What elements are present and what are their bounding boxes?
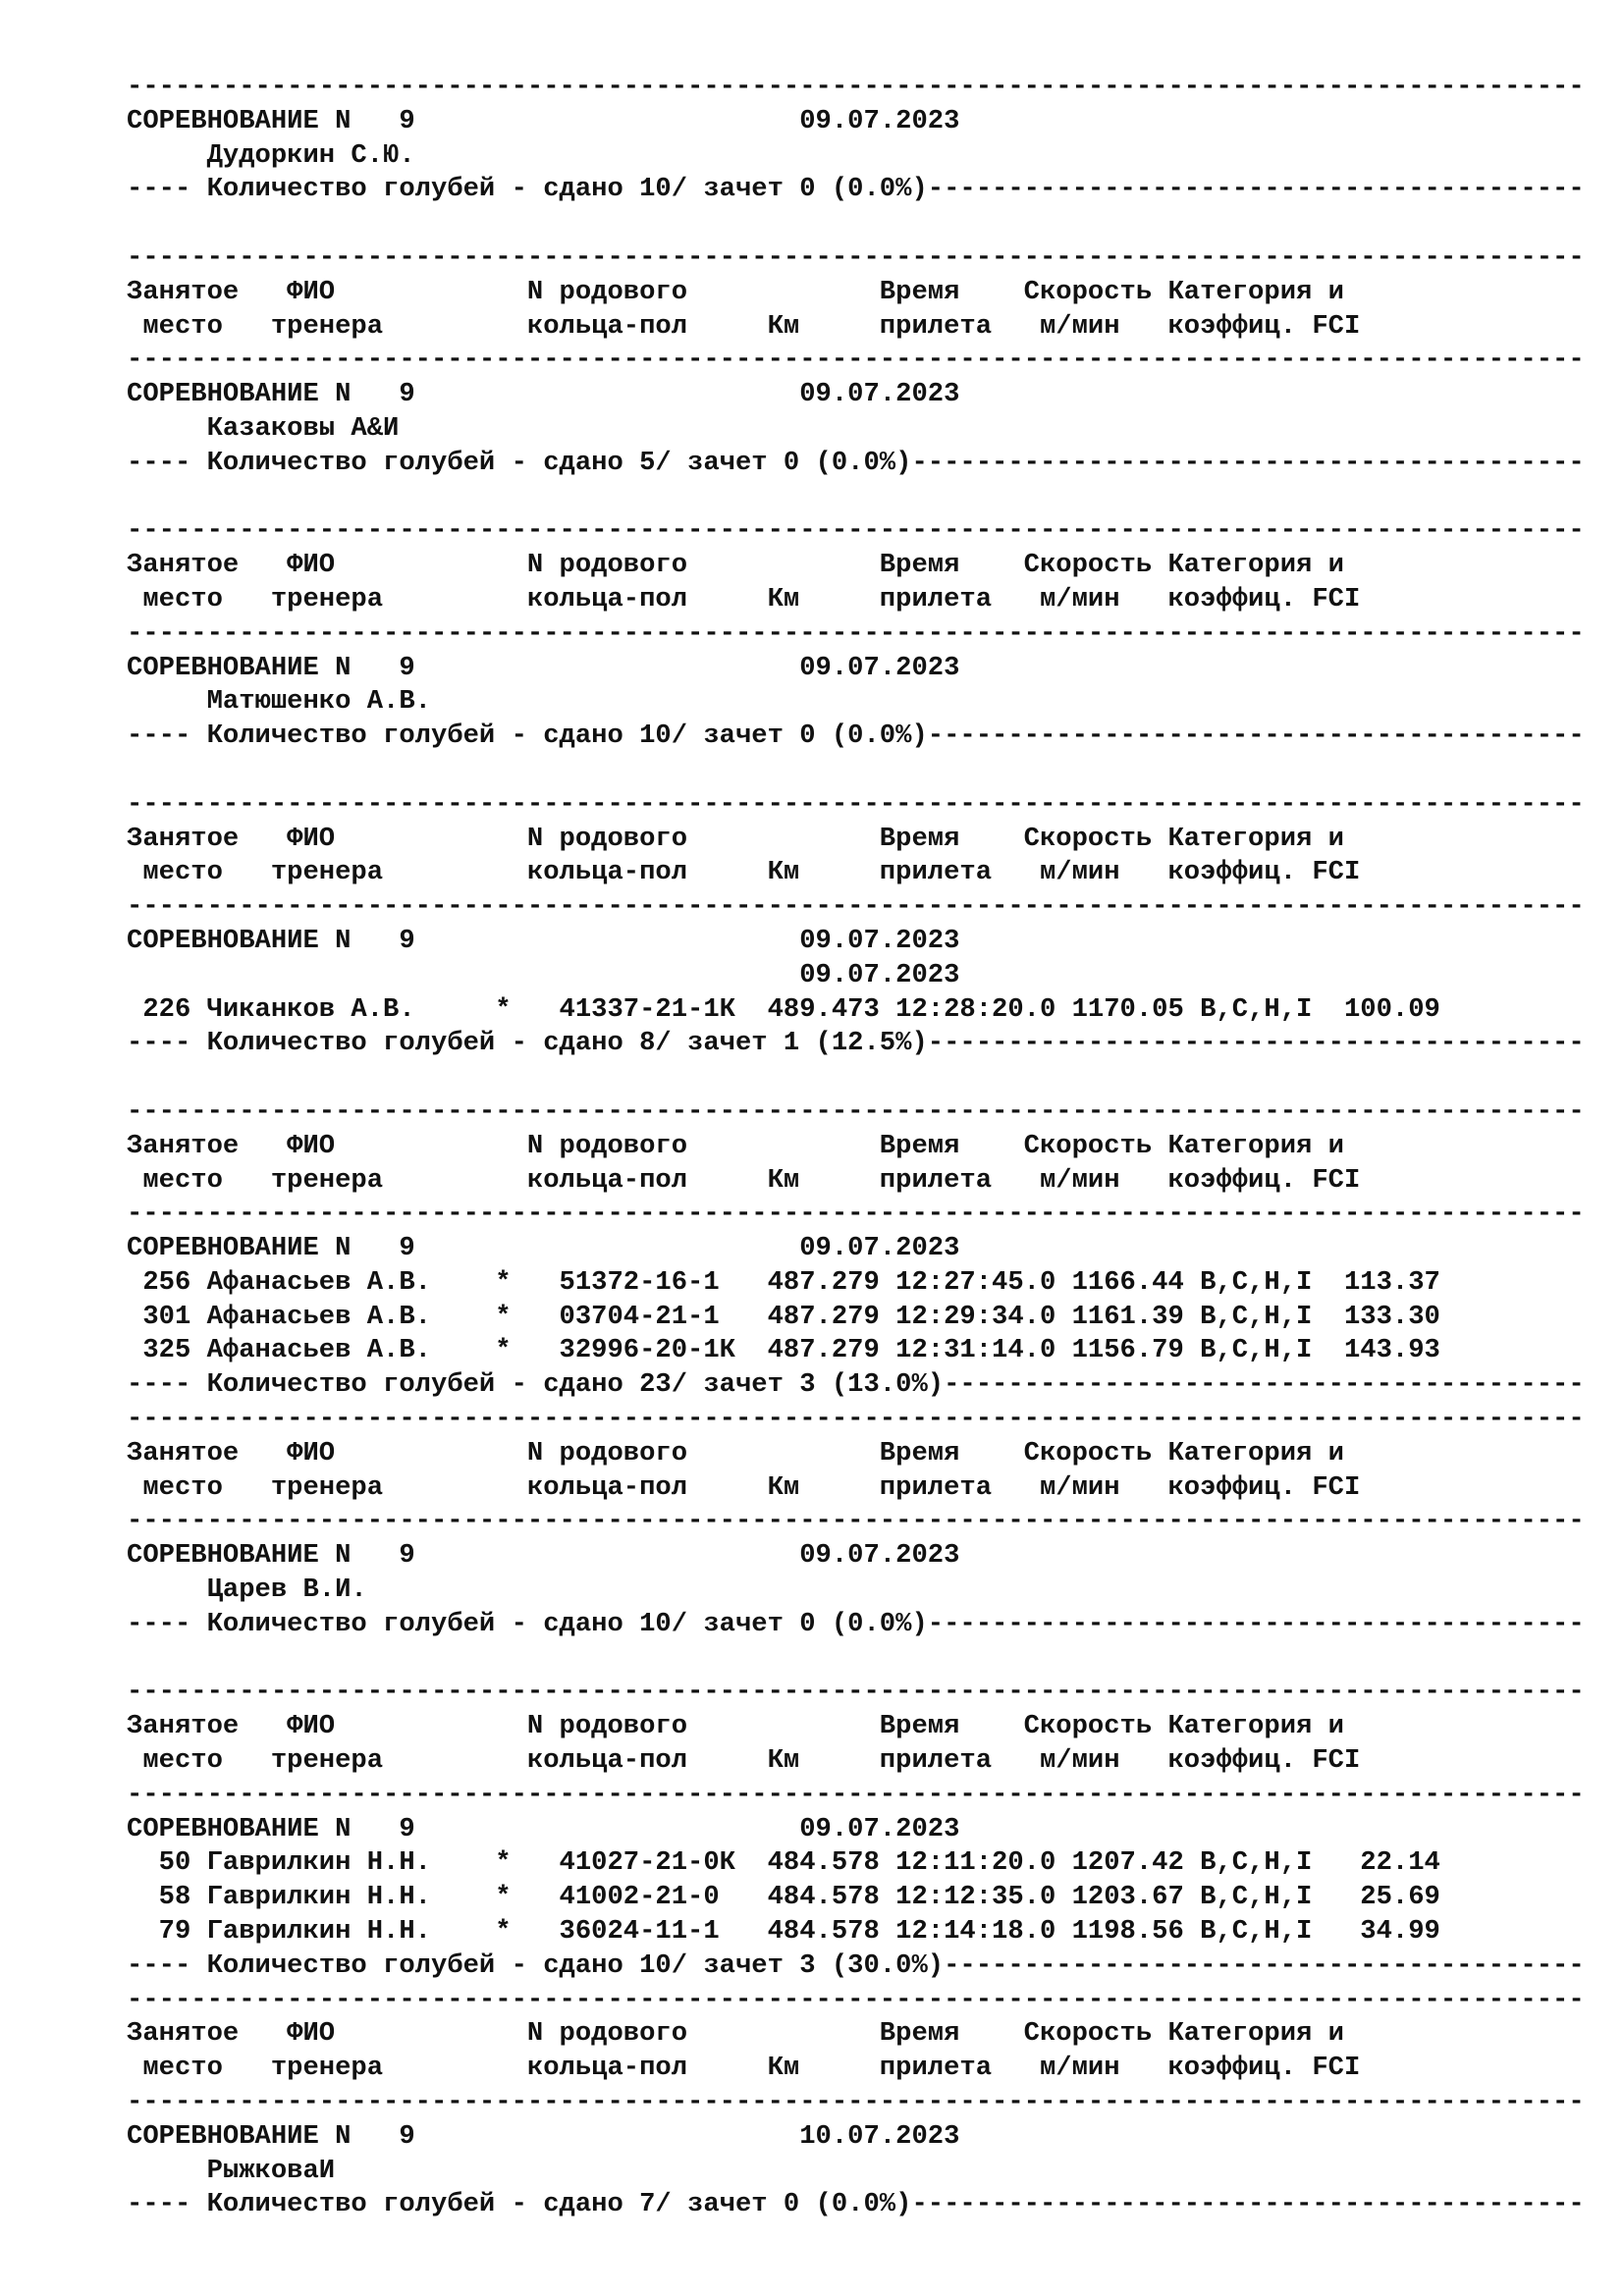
date-line: 09.07.2023 — [127, 959, 960, 990]
pigeon-count-summary-line: ---- Количество голубей - сдано 10/ зачет 0 (0.0%)----------------------------------------- — [127, 1608, 1585, 1639]
pigeon-count-summary-line: ---- Количество голубей - сдано 10/ зачет 0 (0.0%)----------------------------------------- — [127, 174, 1585, 205]
pigeon-count-summary-line: ---- Количество голубей - сдано 10/ зачет 0 (0.0%)----------------------------------------- — [127, 721, 1585, 752]
separator-line: ------------------------------------------------------------------------------------------- — [127, 1984, 1585, 2015]
separator-line: ------------------------------------------------------------------------------------------- — [127, 1506, 1585, 1537]
separator-line: ------------------------------------------------------------------------------------------- — [127, 788, 1585, 820]
column-header-line-1: Занятое ФИО N родового Время Скорость Категория и — [127, 550, 1344, 581]
separator-line: ------------------------------------------------------------------------------------------- — [127, 1404, 1585, 1435]
competition-header-line: СОРЕВНОВАНИЕ N 9 09.07.2023 — [127, 652, 960, 683]
column-header-line-2: место тренера кольца-пол Км прилета м/мин коэффиц. FCI — [127, 1471, 1361, 1503]
column-header-line-1: Занятое ФИО N родового Время Скорость Категория и — [127, 1437, 1344, 1468]
separator-line: ------------------------------------------------------------------------------------------- — [127, 2087, 1585, 2118]
column-header-line-2: место тренера кольца-пол Км прилета м/мин коэффиц. FCI — [127, 2053, 1361, 2084]
separator-line: ------------------------------------------------------------------------------------------- — [127, 345, 1585, 376]
column-header-line-2: место тренера кольца-пол Км прилета м/мин коэффиц. FCI — [127, 857, 1361, 888]
separator-line: ------------------------------------------------------------------------------------------- — [127, 1199, 1585, 1230]
competition-header-line: СОРЕВНОВАНИЕ N 9 09.07.2023 — [127, 105, 960, 136]
column-header-line-2: место тренера кольца-пол Км прилета м/мин коэффиц. FCI — [127, 310, 1361, 342]
competition-header-line: СОРЕВНОВАНИЕ N 9 10.07.2023 — [127, 2120, 960, 2152]
competition-header-line: СОРЕВНОВАНИЕ N 9 09.07.2023 — [127, 1540, 960, 1572]
separator-line: ------------------------------------------------------------------------------------------- — [127, 241, 1585, 273]
result-row: 301 Афанасьев А.В. * 03704-21-1 487.279 12:29:34.0 1161.39 B,C,H,I 133.30 — [127, 1301, 1440, 1332]
result-row: 79 Гаврилкин Н.Н. * 36024-11-1 484.578 12:14:18.0 1198.56 B,C,H,I 34.99 — [127, 1916, 1440, 1948]
column-header-line-1: Занятое ФИО N родового Время Скорость Категория и — [127, 1711, 1344, 1742]
result-row: 226 Чиканков А.В. * 41337-21-1К 489.473 12:28:20.0 1170.05 B,C,H,I 100.09 — [127, 993, 1440, 1025]
result-row: 256 Афанасьев А.В. * 51372-16-1 487.279 12:27:45.0 1166.44 B,C,H,I 113.37 — [127, 1266, 1440, 1298]
pigeon-count-summary-line: ---- Количество голубей - сдано 5/ зачет 0 (0.0%)------------------------------------------ — [127, 447, 1585, 478]
pigeon-count-summary-line: ---- Количество голубей - сдано 7/ зачет 0 (0.0%)------------------------------------------ — [127, 2189, 1585, 2220]
column-header-line-1: Занятое ФИО N родового Время Скорость Категория и — [127, 1130, 1344, 1161]
pigeon-count-summary-line: ---- Количество голубей - сдано 10/ зачет 3 (30.0%)---------------------------------------- — [127, 1949, 1585, 1981]
column-header-line-1: Занятое ФИО N родового Время Скорость Категория и — [127, 276, 1344, 307]
competition-header-line: СОРЕВНОВАНИЕ N 9 09.07.2023 — [127, 925, 960, 956]
column-header-line-1: Занятое ФИО N родового Время Скорость Категория и — [127, 2018, 1344, 2050]
blank-line — [127, 481, 1599, 515]
participant-name-line: Матюшенко А.В. — [127, 686, 431, 718]
separator-line: ------------------------------------------------------------------------------------------- — [127, 515, 1585, 547]
result-row: 58 Гаврилкин Н.Н. * 41002-21-0 484.578 12:12:35.0 1203.67 B,C,H,I 25.69 — [127, 1882, 1440, 1913]
participant-name-line: Царев В.И. — [127, 1575, 367, 1606]
column-header-line-2: место тренера кольца-пол Км прилета м/мин коэффиц. FCI — [127, 583, 1361, 614]
separator-line: ------------------------------------------------------------------------------------------- — [127, 1779, 1585, 1810]
separator-line: ------------------------------------------------------------------------------------------- — [127, 72, 1585, 102]
column-header-line-1: Занятое ФИО N родового Время Скорость Категория и — [127, 823, 1344, 854]
separator-line: ------------------------------------------------------------------------------------------- — [127, 1677, 1585, 1708]
separator-line: ------------------------------------------------------------------------------------------- — [127, 617, 1585, 649]
column-header-line-2: место тренера кольца-пол Км прилета м/мин коэффиц. FCI — [127, 1745, 1361, 1777]
competition-header-line: СОРЕВНОВАНИЕ N 9 09.07.2023 — [127, 1813, 960, 1844]
blank-line — [127, 754, 1599, 788]
competition-header-line: СОРЕВНОВАНИЕ N 9 09.07.2023 — [127, 1233, 960, 1264]
participant-name-line: Дудоркин С.Ю. — [127, 139, 415, 171]
competition-header-line: СОРЕВНОВАНИЕ N 9 09.07.2023 — [127, 379, 960, 410]
blank-line — [127, 1642, 1599, 1677]
participant-name-line: РыжковаИ — [127, 2155, 336, 2186]
results-report — [127, 71, 1599, 2222]
blank-line — [127, 1061, 1599, 1095]
pigeon-count-summary-line: ---- Количество голубей - сдано 23/ зачет 3 (13.0%)---------------------------------------- — [127, 1369, 1585, 1401]
separator-line: ------------------------------------------------------------------------------------------- — [127, 1095, 1585, 1127]
participant-name-line: Казаковы А&И — [127, 412, 400, 444]
result-row: 325 Афанасьев А.В. * 32996-20-1К 487.279 12:31:14.0 1156.79 B,C,H,I 143.93 — [127, 1335, 1440, 1366]
column-header-line-2: место тренера кольца-пол Км прилета м/мин коэффиц. FCI — [127, 1164, 1361, 1196]
blank-line — [127, 207, 1599, 241]
pigeon-count-summary-line: ---- Количество голубей - сдано 8/ зачет 1 (12.5%)----------------------------------------- — [127, 1028, 1585, 1059]
result-row: 50 Гаврилкин Н.Н. * 41027-21-0К 484.578 12:11:20.0 1207.42 B,C,H,I 22.14 — [127, 1847, 1440, 1879]
separator-line: ------------------------------------------------------------------------------------------- — [127, 891, 1585, 923]
